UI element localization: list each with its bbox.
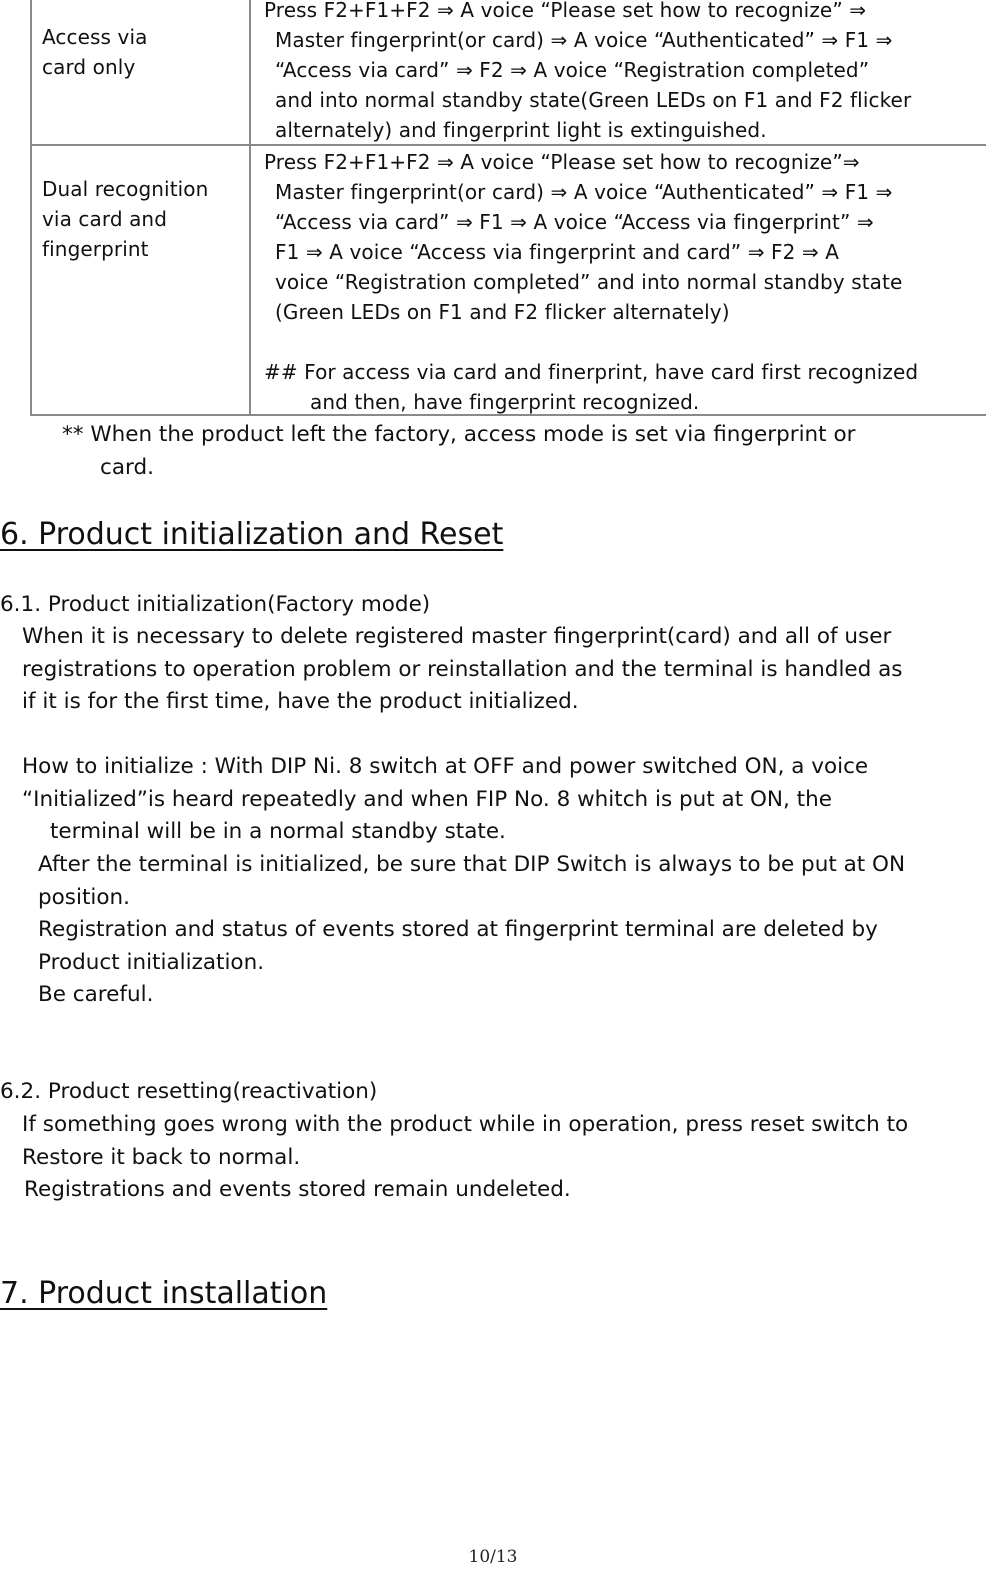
howto-line: terminal will be in a normal standby state.: [50, 819, 506, 844]
page-number: 10/13: [468, 1547, 518, 1567]
caution-line: position.: [38, 884, 130, 910]
table-row-1-procedure: [264, 0, 911, 145]
procedure-line: Master fingerprint(or card) ⇒ A voice “Authenticated” ⇒ F1 ⇒: [275, 28, 893, 52]
paragraph-line: Registrations and events stored remain undeleted.: [24, 1177, 571, 1202]
caution-line: After the terminal is initialized, be sure that DIP Switch is always to be put at ON: [38, 852, 906, 877]
initialize-howto: [22, 751, 868, 849]
procedure-line: Press F2+F1+F2 ⇒ A voice “Please set how to recognize” ⇒: [264, 0, 867, 22]
subsection-6-1-paragraph: [22, 621, 903, 719]
procedure-line: “Access via card” ⇒ F2 ⇒ A voice “Registration completed”: [275, 58, 870, 82]
initialize-cautions: [38, 849, 905, 1012]
table-row-1-mode: [42, 22, 147, 82]
procedure-line: (Green LEDs on F1 and F2 flicker alternately): [275, 300, 730, 324]
note-line: ** When the product left the factory, access mode is set via fingerprint or: [62, 422, 856, 447]
factory-default-note: [62, 419, 855, 484]
mode-line: Access via: [42, 25, 148, 49]
section-6-heading: 6. Product initialization and Reset: [0, 517, 504, 552]
procedure-line: Master fingerprint(or card) ⇒ A voice “Authenticated” ⇒ F1 ⇒: [275, 180, 893, 204]
procedure-line: F1 ⇒ A voice “Access via fingerprint and card” ⇒ F2 ⇒ A: [275, 240, 840, 264]
note-line: card.: [100, 454, 154, 480]
section-7-heading: 7. Product installation: [0, 1276, 328, 1311]
paragraph-line: if it is for the first time, have the product initialized.: [22, 689, 579, 714]
table-row-2-mode: [42, 174, 208, 264]
caution-line: Registration and status of events stored at fingerprint terminal are deleted by: [38, 917, 878, 942]
mode-line: fingerprint: [42, 237, 149, 261]
subsection-6-2-title: 6.2. Product resetting(reactivation): [0, 1079, 378, 1104]
mode-line: card only: [42, 55, 136, 79]
caution-line: Product initialization.: [38, 949, 265, 975]
procedure-note-line: ## For access via card and finerprint, have card first recognized: [264, 360, 919, 384]
howto-line: How to initialize : With DIP Ni. 8 switch at OFF and power switched ON, a voice: [22, 754, 869, 779]
paragraph-line: If something goes wrong with the product while in operation, press reset switch to: [22, 1112, 909, 1137]
procedure-line: voice “Registration completed” and into normal standby state: [275, 270, 903, 294]
table-left-border: [30, 0, 32, 416]
table-column-divider: [249, 0, 251, 416]
howto-line: “Initialized”is heard repeatedly and when FIP No. 8 whitch is put at ON, the: [22, 786, 832, 812]
mode-line: via card and: [42, 207, 168, 231]
caution-line: Be careful.: [38, 982, 154, 1007]
table-row-2-procedure: [264, 147, 918, 417]
procedure-line: and into normal standby state(Green LEDs on F1 and F2 flicker: [275, 88, 912, 112]
procedure-line: “Access via card” ⇒ F1 ⇒ A voice “Access via fingerprint” ⇒: [275, 210, 874, 234]
mode-line: Dual recognition: [42, 177, 209, 201]
subsection-6-1-title: 6.1. Product initialization(Factory mode): [0, 592, 431, 617]
procedure-note-line: and then, have fingerprint recognized.: [310, 390, 700, 414]
paragraph-line: registrations to operation problem or reinstallation and the terminal is handled as: [22, 656, 903, 682]
procedure-line: alternately) and fingerprint light is extinguished.: [275, 118, 767, 142]
paragraph-line: Restore it back to normal.: [22, 1144, 301, 1170]
paragraph-line: When it is necessary to delete registered master fingerprint(card) and all of user: [22, 624, 892, 649]
procedure-line: Press F2+F1+F2 ⇒ A voice “Please set how to recognize”⇒: [264, 150, 860, 174]
subsection-6-2-paragraph: [22, 1109, 908, 1207]
